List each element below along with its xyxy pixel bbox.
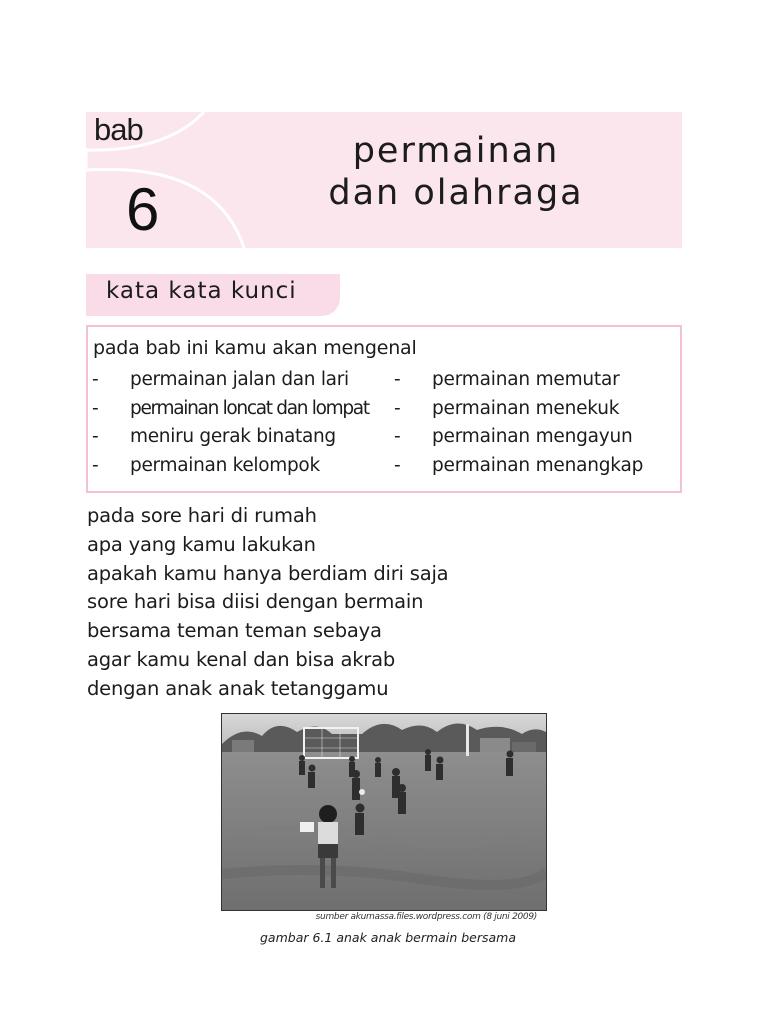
chapter-title-line-2: dan olahraga bbox=[328, 173, 584, 213]
chapter-number: 6 bbox=[126, 176, 160, 243]
bullet-dash: - bbox=[394, 454, 401, 476]
keywords-intro: pada bab ini kamu akan mengenal bbox=[93, 337, 417, 359]
chapter-header bbox=[86, 112, 682, 248]
keywords-heading: kata kata kunci bbox=[106, 278, 297, 304]
bullet-dash: - bbox=[394, 369, 401, 390]
body-line: pada sore hari di rumah bbox=[87, 504, 317, 527]
bullet-dash: - bbox=[92, 397, 99, 419]
keywords-tab bbox=[86, 274, 340, 316]
body-line: agar kamu kenal dan bisa akrab bbox=[87, 647, 396, 671]
bullet-dash: - bbox=[92, 454, 99, 476]
keywords-row bbox=[88, 398, 680, 427]
body-line: bersama teman teman sebaya bbox=[87, 619, 382, 643]
keyword-item: permainan loncat dan lompat bbox=[130, 397, 369, 419]
children-playing-photo bbox=[221, 713, 547, 911]
body-paragraph bbox=[87, 502, 448, 704]
body-line: dengan anak anak tetanggamu bbox=[87, 676, 389, 700]
chapter-label: bab bbox=[94, 112, 143, 147]
keywords-row bbox=[88, 369, 680, 398]
keyword-item: permainan jalan dan lari bbox=[130, 369, 349, 390]
keywords-box bbox=[86, 325, 682, 493]
keywords-list bbox=[88, 369, 680, 483]
photo-source: sumber akumassa.files.wordpress.com (8 juni 2009) bbox=[315, 912, 537, 922]
keyword-item: permainan menekuk bbox=[432, 397, 620, 419]
bullet-dash: - bbox=[92, 369, 99, 390]
figure-caption: gambar 6.1 anak anak bermain bersama bbox=[260, 930, 516, 945]
keyword-item: permainan menangkap bbox=[432, 454, 644, 476]
photo-illustration bbox=[222, 714, 546, 910]
keyword-item: permainan memutar bbox=[432, 369, 620, 390]
chapter-title-line-1: permainan bbox=[352, 131, 560, 171]
keywords-row bbox=[88, 426, 680, 455]
bullet-dash: - bbox=[394, 426, 401, 447]
keywords-row bbox=[88, 455, 680, 484]
body-line: apa yang kamu lakukan bbox=[87, 532, 316, 556]
bullet-dash: - bbox=[394, 397, 401, 419]
bullet-dash: - bbox=[92, 426, 99, 447]
keyword-item: meniru gerak binatang bbox=[130, 426, 336, 447]
body-line: sore hari bisa diisi dengan bermain bbox=[87, 590, 424, 614]
body-line: apakah kamu hanya berdiam diri saja bbox=[87, 561, 449, 585]
chapter-title bbox=[296, 130, 616, 214]
keyword-item: permainan kelompok bbox=[130, 454, 320, 476]
keyword-item: permainan mengayun bbox=[432, 426, 633, 447]
